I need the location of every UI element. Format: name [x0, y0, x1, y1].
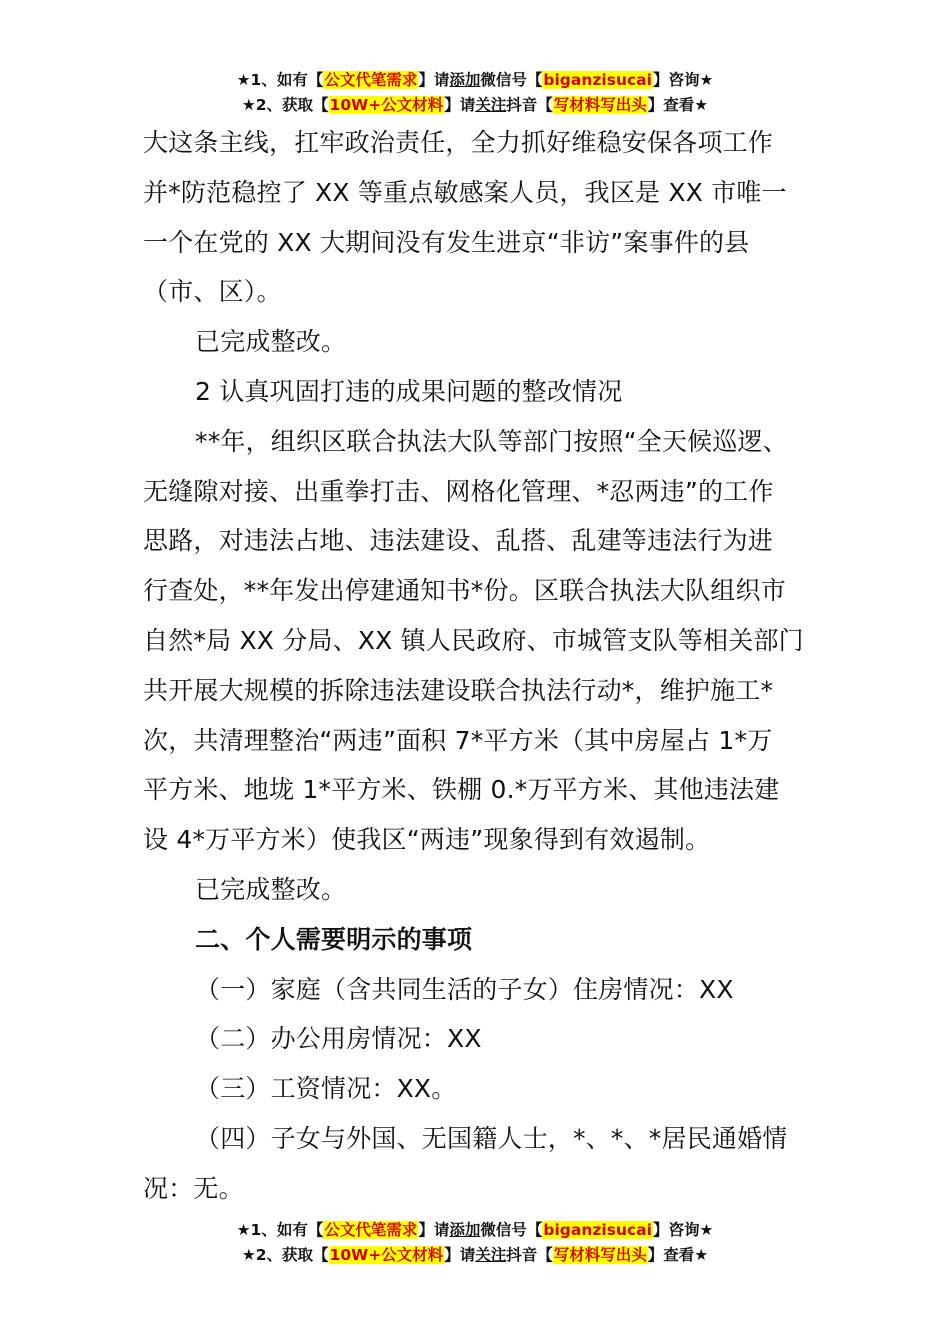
banner-text: 】请 — [418, 1221, 450, 1239]
banner-text: 】咨询★ — [652, 71, 714, 89]
list-item: （二）办公用房情况：XX — [195, 1024, 482, 1054]
banner-text: ★1、如有【 — [236, 71, 324, 89]
body-line: 一个在党的 XX 大期间没有发生进京“非访”案事件的县 — [143, 227, 750, 257]
body-line: （市、区）。 — [143, 277, 282, 307]
banner-text: 抖音【 — [506, 96, 553, 114]
banner-text: 抖音【 — [506, 1246, 553, 1264]
footer-banner-line-1 — [0, 1218, 950, 1243]
header-banner-line-1 — [0, 68, 950, 93]
header-banner-line-2 — [0, 93, 950, 118]
banner-text: 】请 — [444, 96, 476, 114]
footer-banner — [0, 1218, 950, 1268]
banner-text: ★2、获取【 — [241, 96, 329, 114]
body-line: 设 4*万平方米）使我区“两违”现象得到有效遏制。 — [143, 825, 711, 855]
body-line: 已完成整改。 — [195, 327, 347, 357]
list-item: （一）家庭（含共同生活的子女）住房情况：XX — [195, 974, 734, 1004]
banner-highlight: 10W+公文材料 — [329, 1246, 444, 1264]
body-line: **年，组织区联合执法大队等部门按照“全天候巡逻、 — [195, 426, 788, 456]
banner-text: 】查看★ — [647, 1246, 709, 1264]
document-body — [143, 118, 833, 1214]
banner-text: 微信号【 — [480, 71, 543, 89]
banner-highlight: biganzisucai — [543, 1221, 652, 1239]
banner-underlined: 添加 — [449, 71, 481, 89]
banner-text: 】请 — [418, 71, 450, 89]
section-heading: 二、个人需要明示的事项 — [195, 924, 473, 954]
banner-text: 微信号【 — [480, 1221, 543, 1239]
body-line: 自然*局 XX 分局、XX 镇人民政府、市城管支队等相关部门 — [143, 625, 804, 655]
banner-text: 】请 — [444, 1246, 476, 1264]
footer-banner-line-2 — [0, 1243, 950, 1268]
body-line: 大这条主线，扛牢政治责任，全力抓好维稳安保各项工作 — [143, 128, 774, 157]
banner-text: ★1、如有【 — [236, 1221, 324, 1239]
body-line: 行查处，**年发出停建通知书*份。区联合执法大队组织市 — [143, 576, 786, 606]
body-line: 次，共清理整治“两违”面积 7*平方米（其中房屋占 1*万 — [143, 725, 773, 755]
banner-highlight: 10W+公文材料 — [329, 96, 444, 114]
body-line: 思路，对违法占地、违法建设、乱搭、乱建等违法行为进 — [143, 526, 774, 556]
banner-text: 】查看★ — [647, 96, 709, 114]
banner-highlight: 公文代笔需求 — [324, 71, 418, 89]
banner-highlight: biganzisucai — [543, 71, 652, 89]
banner-highlight: 公文代笔需求 — [324, 1221, 418, 1239]
body-line: 况：无。 — [143, 1173, 244, 1203]
banner-highlight: 写材料写出头 — [553, 96, 647, 114]
banner-underlined: 添加 — [449, 1221, 481, 1239]
body-line: 无缝隙对接、出重拳打击、网格化管理、*忍两违”的工作 — [143, 476, 774, 506]
banner-text: 】咨询★ — [652, 1221, 714, 1239]
banner-text: ★2、获取【 — [241, 1246, 329, 1264]
header-banner — [0, 68, 950, 118]
list-item: （四）子女与外国、无国籍人士，*、*、*居民通婚情 — [195, 1123, 788, 1153]
body-line: 并*防范稳控了 XX 等重点敏感案人员，我区是 XX 市唯一 — [143, 177, 787, 207]
banner-underlined: 关注 — [475, 1246, 507, 1264]
banner-underlined: 关注 — [475, 96, 507, 114]
list-item: （三）工资情况：XX。 — [195, 1074, 457, 1104]
body-line: 平方米、地垅 1*平方米、铁棚 0.*万平方米、其他违法建 — [143, 775, 780, 805]
section-subheading: 2 认真巩固打违的成果问题的整改情况 — [195, 376, 623, 406]
body-line: 共开展大规模的拆除违法建设联合执法行动*，维护施工* — [143, 675, 774, 705]
banner-highlight: 写材料写出头 — [553, 1246, 647, 1264]
body-line: 已完成整改。 — [195, 874, 347, 904]
